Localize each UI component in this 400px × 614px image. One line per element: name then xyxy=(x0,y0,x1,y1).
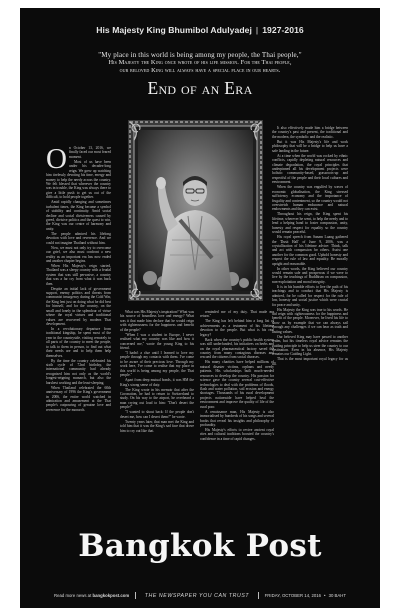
portrait-illustration xyxy=(128,120,263,301)
article-paragraph: A renaissance man, His Majesty is also immortalised by hundreds of his songs and several books that reveal his insights and philosophy of profundity. xyxy=(200,409,274,427)
header-separator: | xyxy=(255,25,259,35)
article-paragraph: Back when the country's public health system was still underfunded, his initiatives on herbs and on the royal pharmaceutical factory saved the country from many contagious diseases and rescued the citizens from social diseases. xyxy=(200,337,274,360)
article-paragraph: That is the most important royal legacy for us all. xyxy=(272,357,348,366)
article-paragraph: Despite an initial lack of government support, enemy politics and threats from communist insurgency during the Cold War, the King lent just on doing what he did best for himself, and for the country, on the small and lonely in the splendour of virtue where the royal virtues and traditional values are recovered by modern Thai development. xyxy=(46,286,111,327)
article-paragraph: "When I was a student in Europe, I never realised what my country was like and how it concerned me," wrote the young King to his friend. xyxy=(120,332,194,350)
newspaper-masthead: Bangkok Post xyxy=(78,528,322,564)
article-paragraph: What was His Majesty's inspiration? What was his source of boundless love and energy? What was it that made him declare that he would reign with righteousness for the happiness and benefit of the people? xyxy=(120,310,194,332)
article-paragraph: In a revolutionary departure from traditional kingship, he spent most of the year in the countryside, visiting remotely to all parts of the country to meet the people, to talk to them in person, to find out what their needs are and to help them help themselves. xyxy=(46,327,111,358)
article-paragraph: Our beloved King may have passed to another realm, but his timeless royal advice remains the guiding principle to help us steer the country to our destination. Even in his absence, His Majesty remains our Guiding Light. xyxy=(272,334,348,357)
article-paragraph: It is in his humble efforts to live the path of his teachings and to conduct that His Majesty is admired, for he called for respect for the rule of law, honesty and social justice which were crucial for peace and unity. xyxy=(272,284,348,307)
article-paragraph: Most of us have been under his decades-long reign. We grew up watching him tirelessly devoting his time, energy and money to help the needy across the country. We felt blessed that wherever the country was in trouble, the King was always there to give a little push to get us out of the difficult, to hold people together. xyxy=(46,159,111,200)
quote-line-3: our beloved King will always have a special place in our hearts. xyxy=(119,67,281,74)
commemorative-header xyxy=(20,25,380,35)
article-column-middle-1 xyxy=(120,310,194,474)
article-paragraph: His Majesty the King was true to his words. He did reign with righteousness for the happiness and benefit of the people. Moreover, he lived his life to show us by example that we can always sail through any challenges if we can hear as truth and lasting values. xyxy=(272,307,348,334)
drop-cap: O xyxy=(46,146,67,175)
article-paragraph: When the country was engulfed by waves of economic globalisation, the King stressed sufficiency economy and the importance of frugality and contentment, so the country would not overstretch human endurance and natural endowments and they can exist. xyxy=(272,185,348,212)
footer-bar xyxy=(54,591,346,600)
article-paragraph: "I hadn't a clue until I learned to love my people through my contacts with them. I've come to be aware of their precious love. Through my work here, I've come to realise that my place in this world is being among my people, the Thai people." xyxy=(120,350,194,378)
site-url: bangkokpost.com xyxy=(92,593,130,598)
article-paragraph: reminded me of my duty. That made me return." xyxy=(200,310,274,319)
article-paragraph: Twenty years later, that man met the King and told him that it was the King's sad face that drove him to cry out like that. xyxy=(120,419,194,433)
footer-divider xyxy=(258,592,259,599)
king-portrait-frame xyxy=(128,120,263,301)
article-paragraph: His many charities have helped millions of natural disaster victims, orphans and needy patients. His scholarships built much-needed resources to develop the country. His passion for science gave the country several cost-effective technologies to deal with the problems of floods, flash and water pollution, soil erosion and energy shortages. Thousands of his rural development projects nationwide have helped heal the environment and improve the quality of life of the rural poor. xyxy=(200,360,274,409)
header-title: His Majesty King Bhumibol Adulyadej xyxy=(96,25,252,35)
article-paragraph: His Majesty's efforts to revive ancient royal rites and cultural traditions boosted the country's confidence in a time of rapid changes. xyxy=(200,427,274,441)
article-paragraph: "I wanted to shout back: If the people don't desert me, how can I desert them?" he wrote. xyxy=(120,410,194,419)
article-title: End of an Era xyxy=(147,78,253,98)
quote-line-2: His Majesty the King once wrote of his life mission. For the Thai people, xyxy=(108,59,292,66)
article-paragraph: The King wrote in his memoir that after the Coronation, he had to return to Switzerland to study. On his way to the airport, he overheard a man crying out loud to him: "Don't desert the people!" xyxy=(120,387,194,410)
article-paragraph: The King has left behind him a long list of achievements as a testament of his lifetime devotion to the people. But what is his real legacy? xyxy=(200,319,274,337)
royal-quote xyxy=(46,51,354,75)
article-paragraph: When Thailand celebrated the 60th anniversary of 1996 the King's government in 2006, the entire world watched in admiration and amazement at the Thai people's outpouring of genuine love and reverence for the monarch. xyxy=(46,385,111,412)
read-more-link[interactable] xyxy=(54,593,129,598)
header-years: 1927-2016 xyxy=(262,25,304,35)
article-paragraph: Amid rapidly changing and sometimes turbulent times, the King became a symbol of stability and continuity. Amid social decline and social divisiveness caused by greed, divisive politics and the quest to win, the King was our centre of harmony and unity. xyxy=(46,200,111,231)
article-paragraph: Apart from deep mutual bonds, it was HM the King's strong sense of duty. xyxy=(120,378,194,387)
front-page xyxy=(20,8,380,608)
article-paragraph: It also effectively made him a bridge between the country's past and present, the traditional and the modern, the symbolic and the realistic. xyxy=(272,126,348,139)
issue-date: FRIDAY, OCTOBER 14, 2016 xyxy=(264,593,322,598)
article-paragraph: In other words, the King believed our country would remain safe and prosperous if we were to live by the teachings of Buddhism on compassion, non-exploitation and moral integrity. xyxy=(272,266,348,284)
article-paragraph: His royal speech from Sanam Luang gathered the 'Dusit Hall' of June 9, 2006, was a crystallisation of his lifetime advice: Think, talk and act with compassion for others. Assist one another for the common good. Uphold honesty and respect the rule of law and equality. Be morally upright and reasonable. xyxy=(272,235,348,266)
issue-price: 30 BAHT xyxy=(328,593,346,598)
article-paragraph: n October 13, 2016, we finally faced our most feared moment. xyxy=(68,146,111,159)
quote-line-1: "My place in this world is being among my people, the Thai people," xyxy=(98,51,302,59)
read-more-prefix: Read more news at xyxy=(54,593,92,598)
footer-bullet: • xyxy=(324,593,326,598)
article-paragraph: Now, we must not only try to overcome our grief, we also must confront a new reality as an important era has now ended and another chapter begins. xyxy=(46,245,111,263)
article-paragraph: The people admired his lifelong devotion with love and reverence. And we could not imagine Thailand without him. xyxy=(46,231,111,245)
article-column-right xyxy=(272,126,348,482)
article-paragraph: At a time when the world was rocked by ethnic conflicts, rapidly depleting natural resources and climate degradation, the royal principles that underpinned all his development projects were holistic community-based, grassroots-up and respectful of the people and their local cultures and environment. xyxy=(272,153,348,185)
footer-tagline: THE NEWSPAPER YOU CAN TRUST xyxy=(144,592,250,599)
article-column-middle-2 xyxy=(200,310,274,474)
article-paragraph: But it was His Majesty's life and work philosophy that will be a bridge to help us have a safe landing in the future. xyxy=(272,139,348,153)
article-paragraph: By the time the country celebrated his sixth cycle of 72nd birthday, the international community had already recognised him not only as the world's longest-reigning monarch, but also the harshest working and the least-sleeping. xyxy=(46,358,111,385)
article-paragraph: When His Majesty's reign started, Thailand was a sleepy country with a feudal system that was still pervasive, a country that was a far cry from what it was back then. xyxy=(46,263,111,286)
footer-divider xyxy=(135,592,136,599)
article-paragraph: Throughout his reign, the King spent his lifetime, wherever he went, to help the needy and to lend a helping hand to foster compassion, unity, honesty and respect for equality so the country would remain peaceful. xyxy=(272,212,348,235)
article-column-left xyxy=(46,146,111,474)
